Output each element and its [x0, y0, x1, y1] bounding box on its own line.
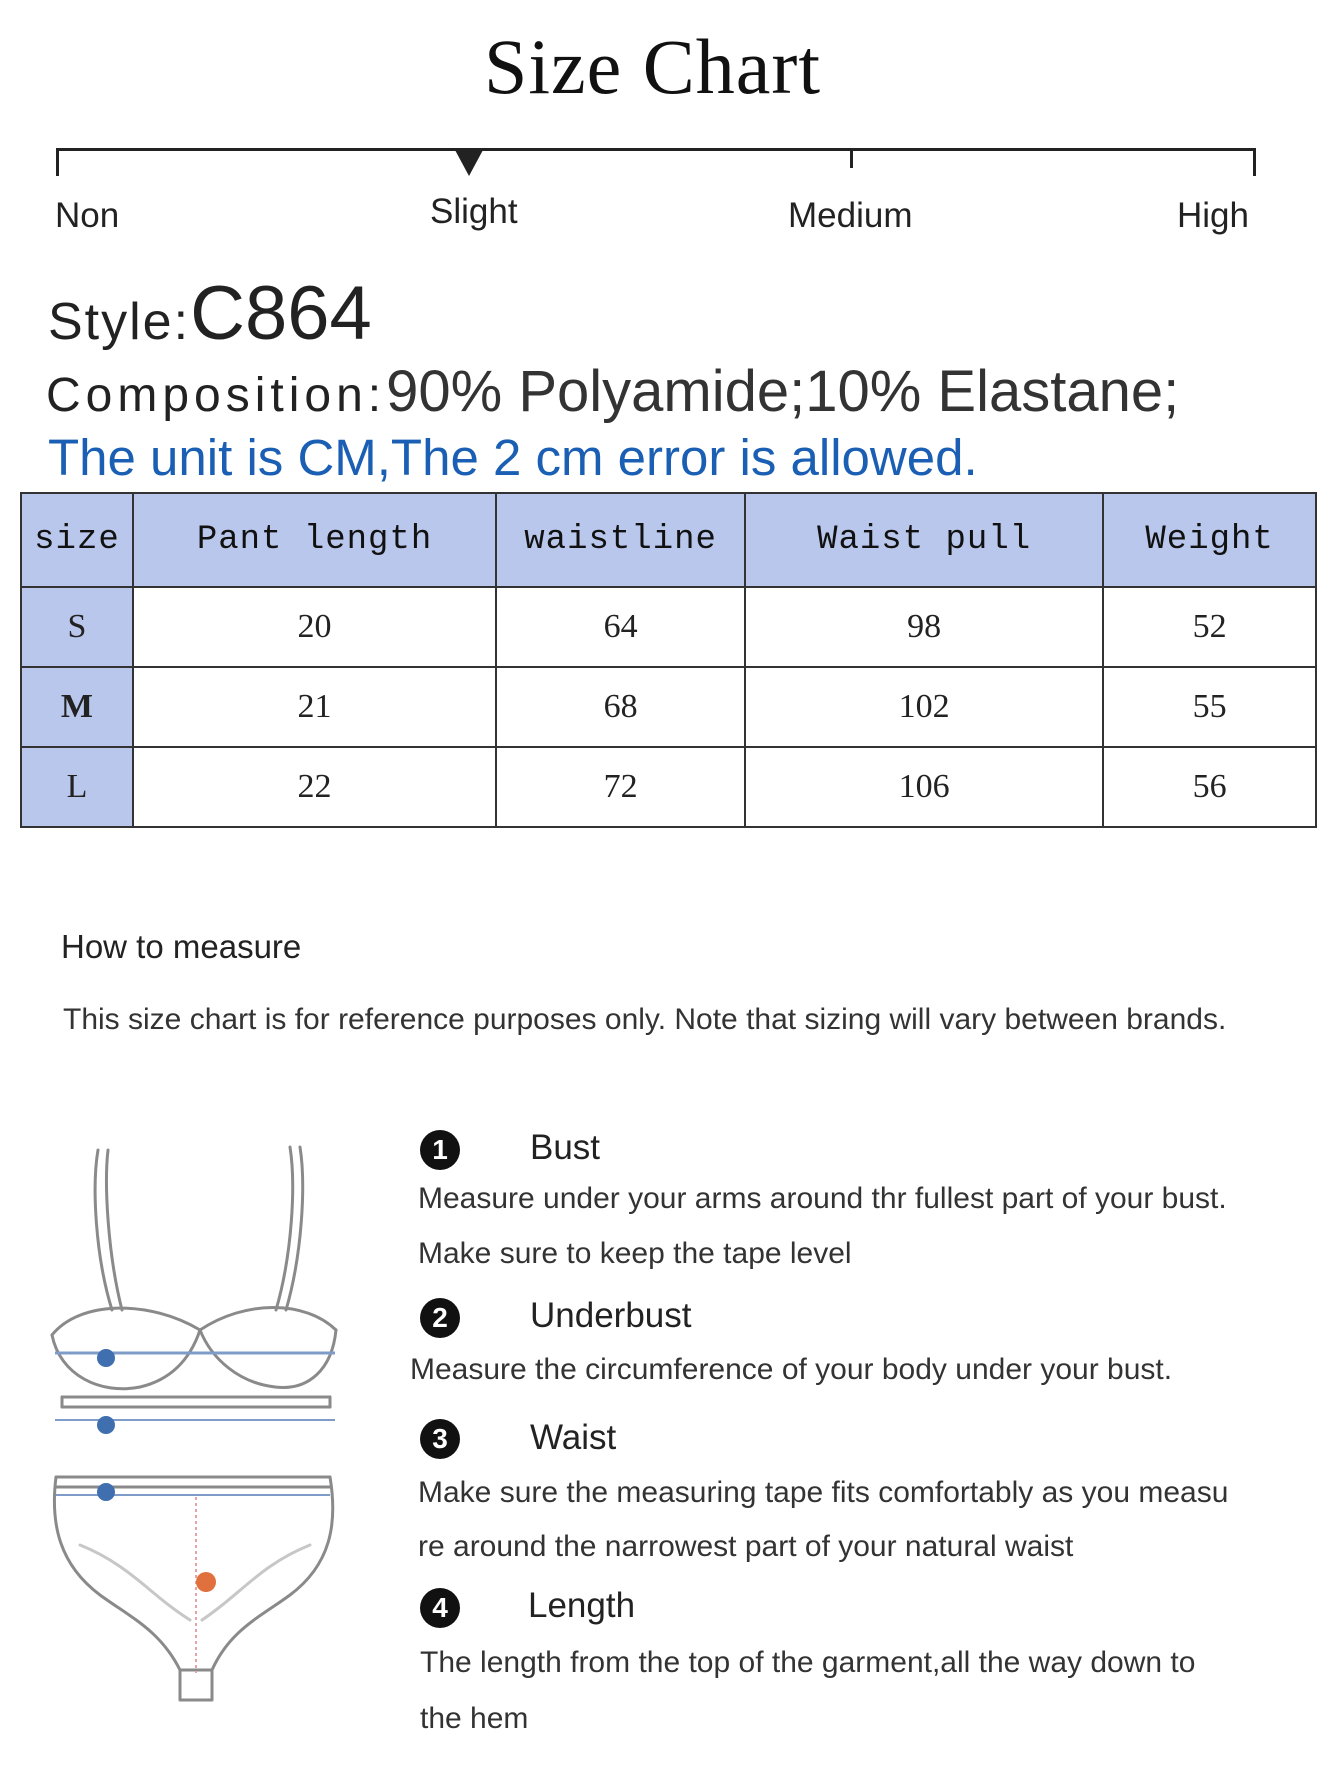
item-desc-line: Measure the circumference of your body under your bust. [410, 1353, 1173, 1386]
pant-length-cell: 20 [133, 587, 496, 667]
waistline-cell: 72 [496, 747, 745, 827]
waistline-cell: 64 [496, 587, 745, 667]
waist-pull-cell: 106 [745, 747, 1103, 827]
item-title: Underbust [530, 1296, 692, 1335]
waistline-cell: 68 [496, 667, 745, 747]
weight-cell: 52 [1103, 587, 1316, 667]
style-row [48, 270, 372, 357]
item-desc-line: Measure under your arms around thr fullest part of your bust. [418, 1182, 1227, 1215]
item-desc-line: Make sure to keep the tape level [418, 1237, 852, 1270]
scale-line [56, 148, 1256, 151]
brief-right-leg [212, 1477, 333, 1670]
table-header-row [21, 493, 1316, 587]
scale-label-medium: Medium [788, 196, 913, 235]
table-row [21, 587, 1316, 667]
size-table [20, 492, 1317, 828]
waist-pull-cell: 102 [745, 667, 1103, 747]
scale-label-high: High [1177, 196, 1249, 235]
scale-tick-right [1253, 148, 1256, 176]
composition-label: Composition: [46, 369, 387, 422]
item-desc-line: Make sure the measuring tape fits comfortably as you measu [418, 1476, 1229, 1509]
header-pant-length: Pant length [133, 493, 496, 587]
item-desc-line: re around the narrowest part of your natural waist [418, 1530, 1074, 1563]
number-3-icon: 3 [420, 1419, 460, 1459]
scale-pointer-icon [455, 150, 483, 176]
bust-marker-icon [97, 1349, 115, 1367]
composition-value: 90% Polyamide;10% Elastane; [386, 359, 1180, 424]
unit-note: The unit is CM,The 2 cm error is allowed. [48, 429, 978, 486]
weight-cell: 55 [1103, 667, 1316, 747]
table-row [21, 747, 1316, 827]
length-marker-icon [196, 1572, 216, 1592]
scale-tick-left [56, 148, 59, 176]
item-title: Bust [530, 1128, 601, 1167]
scale-label-non: Non [55, 196, 120, 235]
weight-cell: 56 [1103, 747, 1316, 827]
style-label: Style: [48, 293, 191, 351]
underbust-marker-icon [97, 1416, 115, 1434]
table-row [21, 667, 1316, 747]
composition-row [46, 358, 1179, 425]
scale-tick-medium [850, 148, 853, 168]
scale-label-slight: Slight [430, 192, 518, 231]
page-title: Size Chart [483, 23, 822, 110]
number-1-icon: 1 [420, 1130, 460, 1170]
header-size: size [21, 493, 133, 587]
item-desc-line: the hem [420, 1702, 529, 1735]
item-title: Length [528, 1586, 636, 1625]
item-desc-line: The length from the top of the garment,all the way down to [420, 1646, 1196, 1679]
brief-left-leg [54, 1477, 180, 1670]
pant-length-cell: 22 [133, 747, 496, 827]
lingerie-illustration [40, 1125, 370, 1715]
bra-cups [52, 1308, 336, 1336]
header-weight: Weight [1103, 493, 1316, 587]
size-cell: L [21, 747, 133, 827]
number-2-icon: 2 [420, 1298, 460, 1338]
style-value: C864 [190, 271, 372, 356]
how-to-measure-title: How to measure [61, 928, 302, 965]
item-title: Waist [530, 1418, 617, 1457]
waist-pull-cell: 98 [745, 587, 1103, 667]
header-waist-pull: Waist pull [745, 493, 1103, 587]
waist-marker-icon [97, 1483, 115, 1501]
number-4-icon: 4 [420, 1588, 460, 1628]
header-waistline: waistline [496, 493, 745, 587]
pant-length-cell: 21 [133, 667, 496, 747]
disclaimer-text: This size chart is for reference purposes only. Note that sizing will vary between brands. [63, 1003, 1227, 1036]
size-cell: M [21, 667, 133, 747]
size-cell: S [21, 587, 133, 667]
right-strap [276, 1147, 293, 1310]
